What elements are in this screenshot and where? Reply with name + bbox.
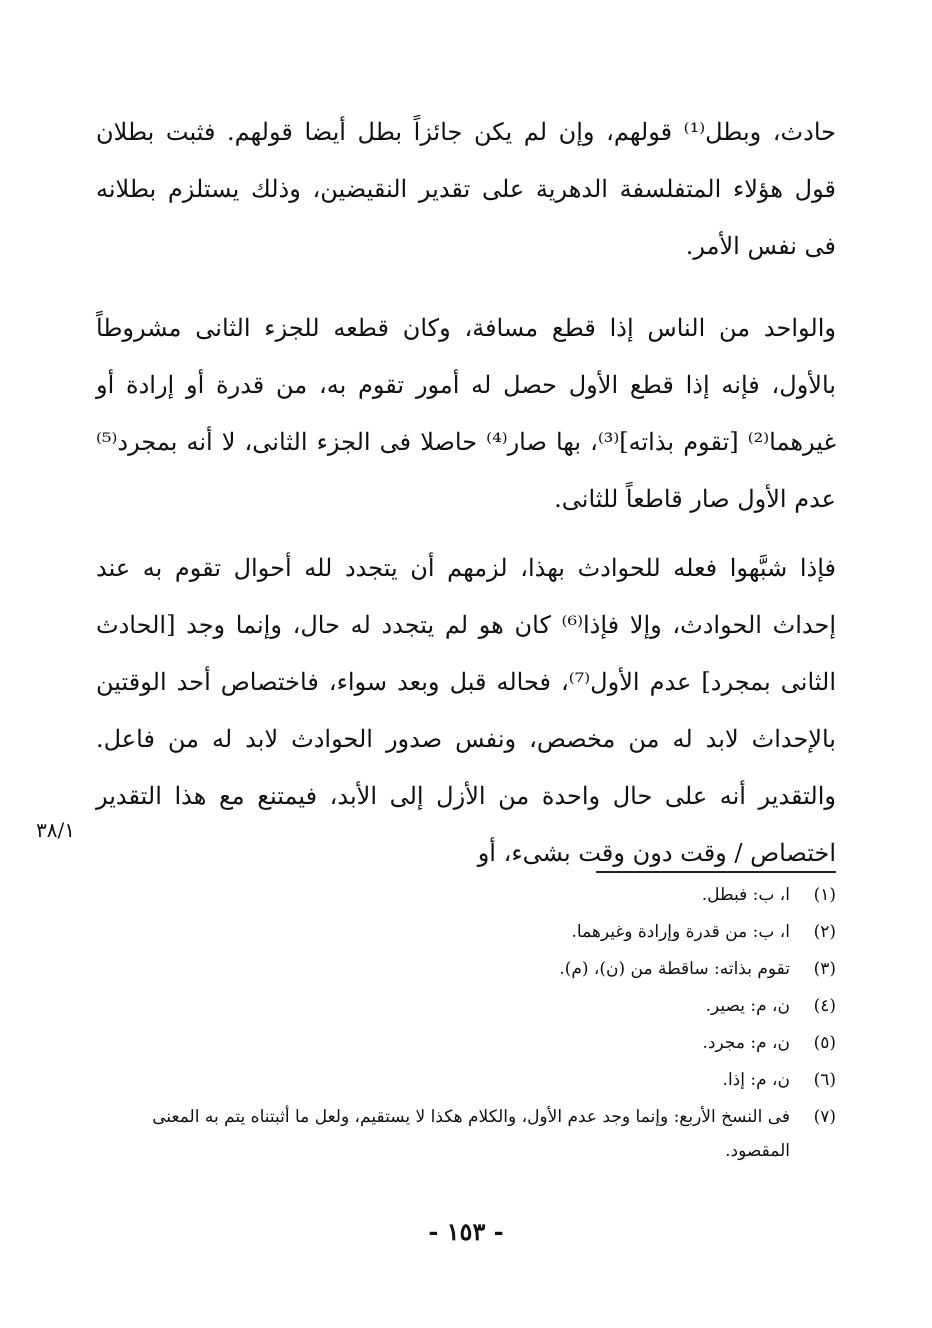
footnote-divider [596, 871, 836, 873]
footnote-item [96, 1026, 836, 1060]
footnote-item [96, 1100, 836, 1168]
footnote-item [96, 989, 836, 1023]
footnote-number: (٥) [813, 1033, 836, 1053]
footnote-number: (٢) [813, 922, 836, 942]
footnote-item [96, 952, 836, 986]
footnote-number: (٤) [813, 996, 836, 1016]
footnote-number: (١) [813, 885, 836, 905]
footnote-text: ن، م: مجرد. [702, 1033, 790, 1053]
paragraph-text: حادث، وبطل⁽¹⁾ قولهم، وإن لم يكن جائزاً بطل أيضا قولهم. فثبت بطلان قول هؤلاء المتفلسفة الدهرية على تقدير النقيضين، وذلك يستلزم بطلانه فى نفس الأمر. [96, 118, 836, 260]
footnote-number: (٣) [813, 959, 836, 979]
footnote-number: (٦) [813, 1070, 836, 1090]
footnote-text: ن، م: إذا. [722, 1070, 790, 1090]
footnote-text: ن، م: يصير. [705, 996, 790, 1016]
footnote-text: ا، ب: من قدرة وإرادة وغيرهما. [571, 922, 790, 942]
footnote-text: ا، ب: فبطل. [701, 885, 790, 905]
footnote-text: فى النسخ الأربع: وإنما وجد عدم الأول، والكلام هكذا لا يستقيم، ولعل ما أثبتناه يتم به المعنى المقصود. [152, 1107, 790, 1161]
main-text-paragraph-2 [96, 300, 836, 528]
main-text-paragraph-3 [96, 540, 836, 882]
footnote-number: (٧) [813, 1107, 836, 1127]
footnote-text: تقوم بذاته: ساقطة من (ن)، (م). [559, 959, 790, 979]
footnote-item [96, 915, 836, 949]
paragraph-text: فإذا شبَّهوا فعله للحوادث بهذا، لزمهم أن يتجدد لله أحوال تقوم به عند إحداث الحوادث، وإلا فإذا⁽⁶⁾ كان هو لم يتجدد له حال، وإنما وجد [الحادث الثانى بمجرد] عدم الأول⁽⁷⁾، فحاله قبل وبعد سواء، فاختصاص أحد الوقتين بالإحداث لابد له من مخصص، ونفس صدور الحوادث لابد له من فاعل. والتقدير أنه على حال واحدة من الأزل إلى الأبد، فيمتنع مع هذا التقدير اختصاص / وقت دون وقت بشىء، أو [96, 554, 837, 867]
main-text-paragraph-1 [96, 104, 836, 275]
paragraph-text: والواحد من الناس إذا قطع مسافة، وكان قطعه للجزء الثانى مشروطاً بالأول، فإنه إذا قطع الأول حصل له أمور تقوم به، من قدرة أو إرادة أو غيرهما⁽²⁾ [تقوم بذاته]⁽³⁾، بها صار⁽⁴⁾ حاصلا فى الجزء الثانى، لا أنه بمجرد⁽⁵⁾ عدم الأول صار قاطعاً للثانى. [96, 314, 837, 513]
margin-manuscript-reference: ٣٨/١ [36, 818, 75, 842]
footnotes-list [96, 878, 836, 1171]
page-number: - ١٥٣ - [428, 1217, 504, 1246]
footnote-item [96, 1063, 836, 1097]
footnote-item [96, 878, 836, 912]
